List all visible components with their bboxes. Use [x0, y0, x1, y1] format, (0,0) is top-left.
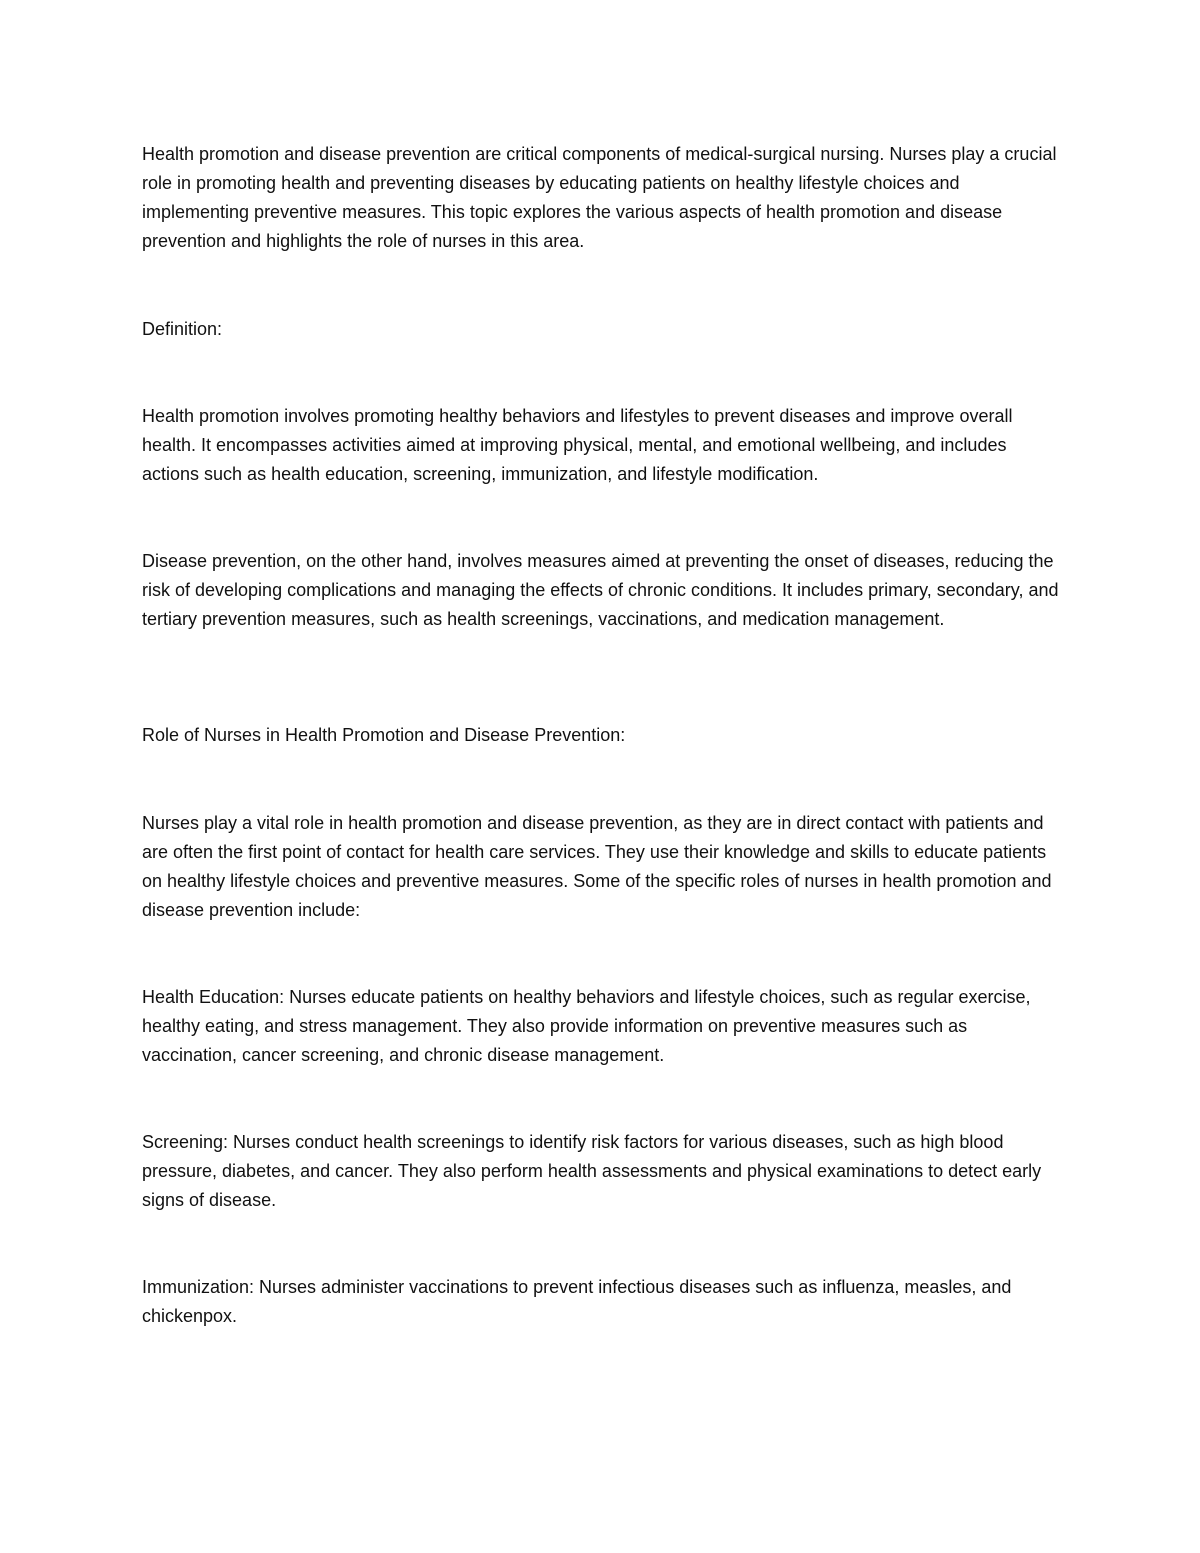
- role-intro-paragraph: Nurses play a vital role in health promotion and disease prevention, as they are in direct contact with patients and are often the first point of contact for health care services. They use their knowledge and skills to educate patients on healthy lifestyle choices and preventive measures. Some of the specific roles of nurses in health promotion and disease prevention include:: [142, 813, 1052, 920]
- definition-heading: Definition:: [142, 319, 223, 339]
- intro-paragraph: Health promotion and disease prevention are critical components of medical-surgical nursing. Nurses play a crucial role in promoting health and preventing diseases by educating patients on healthy lifestyle choices and implementing preventive measures. This topic explores the various aspects of health promotion and disease prevention and highlights the role of nurses in this area.: [142, 144, 1057, 251]
- role-heading: Role of Nurses in Health Promotion and Disease Prevention:: [142, 725, 626, 745]
- health-education-paragraph: Health Education: Nurses educate patients on healthy behaviors and lifestyle choices, such as regular exercise, healthy eating, and stress management. They also provide information on preventive measures such as vaccination, cancer screening, and chronic disease management.: [142, 987, 1031, 1065]
- immunization-paragraph: Immunization: Nurses administer vaccinations to prevent infectious diseases such as influenza, measles, and chickenpox.: [142, 1277, 1012, 1326]
- health-promotion-paragraph: Health promotion involves promoting healthy behaviors and lifestyles to prevent diseases and improve overall health. It encompasses activities aimed at improving physical, mental, and emotional wellbeing, and includes actions such as health education, screening, immunization, and lifestyle modification.: [142, 406, 1013, 484]
- screening-paragraph: Screening: Nurses conduct health screenings to identify risk factors for various diseases, such as high blood pressure, diabetes, and cancer. They also perform health assessments and physical examinations to detect early signs of disease.: [142, 1132, 1042, 1210]
- disease-prevention-paragraph: Disease prevention, on the other hand, involves measures aimed at preventing the onset of diseases, reducing the risk of developing complications and managing the effects of chronic conditions. It includes primary, secondary, and tertiary prevention measures, such as health screenings, vaccinations, and medication management.: [142, 551, 1059, 629]
